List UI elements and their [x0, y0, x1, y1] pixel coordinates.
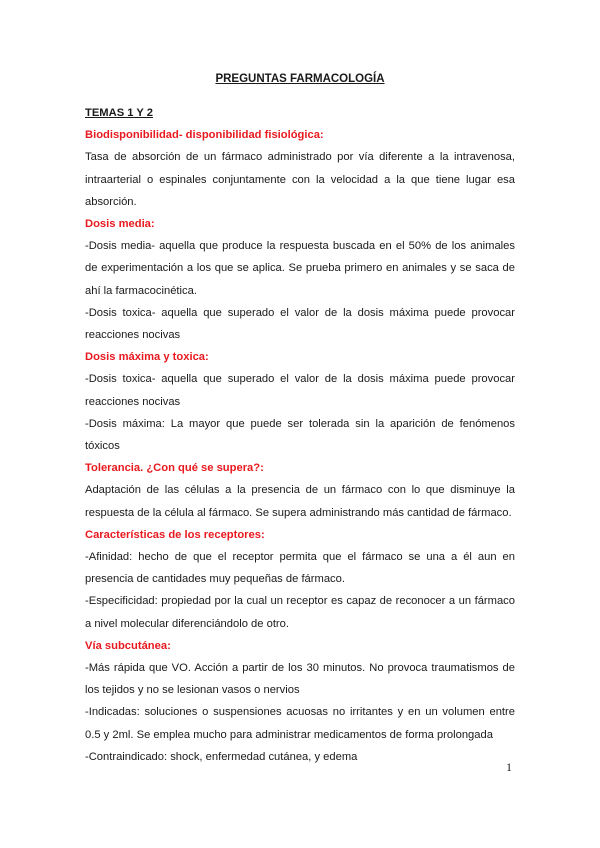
paragraph: -Afinidad: hecho de que el receptor permita que el fármaco se una a él aun en presencia de cantidades muy pequeñas de fármaco.	[85, 551, 515, 586]
block-heading-via-subcutanea: Vía subcutánea:	[85, 639, 171, 652]
block-heading-dosis-maxima: Dosis máxima y toxica:	[85, 351, 209, 364]
paragraph: -Especificidad: propiedad por la cual un receptor es capaz de reconocer a un fármaco a nivel molecular diferenciándolo de otro.	[85, 595, 515, 630]
paragraph: -Más rápida que VO. Acción a partir de los 30 minutos. No provoca traumatismos de los tejidos y no se lesionan vasos o nervios	[85, 662, 515, 697]
paragraph: -Dosis toxica- aquella que superado el valor de la dosis máxima puede provocar reacciones nocivas	[85, 306, 515, 342]
paragraph: Adaptación de las células a la presencia de un fármaco con lo que disminuye la respuesta de la célula al fármaco. Se supera administrando más cantidad de fármaco.	[85, 484, 515, 519]
document-title: PREGUNTAS FARMACOLOGÍA	[215, 73, 385, 85]
paragraph: -Contraindicado: shock, enfermedad cutánea, y edema	[85, 750, 358, 763]
block-heading-dosis-media: Dosis media:	[85, 218, 155, 231]
document-page	[85, 68, 515, 768]
paragraph: -Dosis toxica- aquella que superado el valor de la dosis máxima puede provocar reacciones nocivas	[85, 373, 515, 408]
block-heading-tolerancia: Tolerancia. ¿Con qué se supera?:	[85, 462, 264, 475]
section-heading: TEMAS 1 Y 2	[85, 107, 153, 119]
paragraph: -Dosis máxima: La mayor que puede ser tolerada sin la aparición de fenómenos tóxicos	[85, 417, 515, 453]
paragraph: -Dosis media- aquella que produce la respuesta buscada en el 50% de los animales de experimentación a los que se aplica. Se prueba primero en animales y se saca de ahí la farmacocinética.	[85, 240, 515, 297]
paragraph: Tasa de absorción de un fármaco administrado por vía diferente a la intravenosa, intraarterial o espinales conjuntamente con la velocidad a la que tiene lugar esa absorción.	[85, 151, 515, 208]
page-number: 1	[506, 760, 512, 774]
block-heading-receptores: Características de los receptores:	[85, 528, 265, 541]
paragraph: -Indicadas: soluciones o suspensiones acuosas no irritantes y en un volumen entre 0.5 y 2ml. Se emplea mucho para administrar medicamentos de forma prolongada	[85, 706, 515, 741]
block-heading-biodisponibilidad: Biodisponibilidad- disponibilidad fisiológica:	[85, 129, 324, 142]
